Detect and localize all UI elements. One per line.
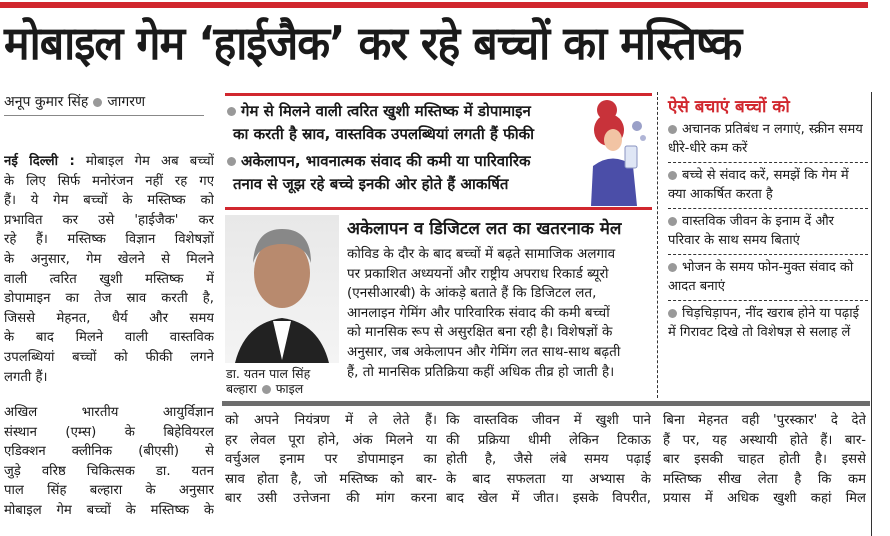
bullet-icon xyxy=(668,125,677,134)
highlight-item xyxy=(227,150,587,196)
caption-name: डा. यतन पाल सिंह xyxy=(226,366,311,381)
caption-name: बल्हारा xyxy=(226,381,257,396)
portrait-image xyxy=(225,215,339,363)
text-line: को मानसिक रूप से असुरक्षित बना रही है। विशेषज्ञों के xyxy=(347,324,613,341)
sidebar-divider xyxy=(657,92,658,398)
box-body xyxy=(347,245,647,382)
text: मोबाइल गेम अब बच्चों xyxy=(74,154,214,169)
sidebar-title: ऐसे बचाएं बच्चों को xyxy=(668,97,790,117)
tip-text: अचानक प्रतिबंध न लगाएं, स्क्रीन समय धीरे-धीरे कम करें xyxy=(668,122,863,156)
sidebar-tip xyxy=(668,117,868,163)
sidebar-tip xyxy=(668,301,868,346)
bullet-icon xyxy=(227,157,236,166)
text-line: जुड़े वरिष्ठ चिकित्सक डा. यतन xyxy=(4,463,214,479)
text-line: को अपने नियंत्रण में ले लेते हैं। xyxy=(225,413,437,428)
tip-text: भोजन के समय फोन-मुक्त संवाद को आदत बनाएं xyxy=(668,260,854,294)
text-line: डोपामाइन का तेज स्राव करती है, xyxy=(4,291,214,307)
text-line: वाली त्वरित खुशी मस्तिष्क में xyxy=(4,271,214,287)
text-line: (एनसीआरबी) के आंकड़े बताते हैं कि डिजिटल लत, xyxy=(347,285,597,302)
text-line: हैं। ये गेम बच्चों के मस्तिष्क को xyxy=(4,193,214,209)
portrait-photo xyxy=(225,215,339,363)
bullet-icon xyxy=(668,217,677,226)
dateline: नई दिल्ली : xyxy=(4,154,75,169)
text-line: बार उसी उत्तेजना की मांग करना xyxy=(225,491,437,507)
box-title: अकेलापन व डिजिटल लत का खतरनाक मेल xyxy=(347,219,622,239)
bullet-icon xyxy=(668,171,677,180)
body-column-3 xyxy=(446,411,651,509)
text-line: हर लेवल पूरा होने, अंक मिलने या xyxy=(225,432,437,448)
bullet-icon xyxy=(262,385,271,394)
source: जागरण xyxy=(107,94,146,110)
girl-with-phone-illustration xyxy=(585,96,650,206)
text-line: रहे हैं। मस्तिष्क विज्ञान विशेषज्ञों xyxy=(4,232,214,248)
caption-source: फाइल xyxy=(275,381,304,396)
highlights-box xyxy=(227,100,587,196)
author: अनूप कुमार सिंह xyxy=(4,94,89,110)
left-column xyxy=(4,152,214,387)
sidebar-tip xyxy=(668,209,868,255)
sidebar-tip xyxy=(668,163,868,209)
tip-text: बच्चे से संवाद करें, समझें कि गेम में क्या आकर्षित करता है xyxy=(668,168,849,202)
bullet-icon xyxy=(668,309,677,318)
bullet-icon xyxy=(668,263,677,272)
text-line: प्रयास में अधिक खुशी कहां मिल xyxy=(663,491,866,507)
sidebar-tip xyxy=(668,255,868,301)
text-line xyxy=(4,152,214,172)
byline xyxy=(4,92,204,116)
text-line: स्राव होता है, जो मस्तिष्क को बार- xyxy=(225,471,437,487)
left-column-continued xyxy=(4,403,214,521)
text-line: कोविड के दौर के बाद बच्चों में बढ़ते सामाजिक अलगाव xyxy=(347,246,616,262)
text-line: आनलाइन गेमिंग और पारिवारिक संवाद की कमी बच्चों xyxy=(347,304,610,321)
text-line: जिससे मेहनत, धैर्य और समय xyxy=(4,310,214,326)
text-line: बार इसकी चाहत होती है। इससे xyxy=(663,452,866,468)
bullet-icon xyxy=(227,107,236,116)
photo-caption xyxy=(226,366,310,396)
text-line: के अनुसार, गेम खेलने से मिलने xyxy=(4,251,214,267)
text-line: बिना मेहनत वही 'पुरस्कार' दे देते xyxy=(663,413,866,428)
gray-rule xyxy=(222,401,870,406)
body-column-2 xyxy=(225,411,437,509)
highlight-item xyxy=(227,100,587,146)
sidebar xyxy=(668,94,868,346)
text-line: उपलब्धियां बच्चों को फीकी लगने xyxy=(4,349,214,365)
text-line: लगती हैं। xyxy=(4,369,48,385)
tip-text: वास्तविक जीवन के इनाम दें और परिवार के साथ समय बिताएं xyxy=(668,214,835,248)
text-line: मस्तिष्क सीख लेता है कि कम xyxy=(663,471,866,487)
column-rule xyxy=(871,92,872,536)
text-line: के बाद मिलने वाली वास्तविक xyxy=(4,330,214,346)
text-line: की प्रक्रिया धीमी लेकिन टिकाऊ xyxy=(446,432,651,448)
highlight-text: तनाव से जूझ रहे बच्चे इनकी ओर होते हैं आकर्षित xyxy=(233,175,509,193)
text-line: वर्चुअल इनाम पर डोपामाइन का xyxy=(225,452,437,468)
text-line: संस्थान (एम्स) के बिहेवियरल xyxy=(4,424,214,440)
text-line: बाद खेल में जीत। इसके विपरीत, xyxy=(446,491,651,507)
text-line: मोबाइल गेम बच्चों के मस्तिष्क के xyxy=(4,502,214,518)
text-line: हैं पर, यह अस्थायी होते हैं। बार- xyxy=(663,432,866,448)
text-line: प्रभावित कर उसे 'हाईजैक' कर xyxy=(4,212,214,228)
text-line: एडिक्शन क्लीनिक (बीएसी) से xyxy=(4,444,214,460)
text-line: होती है, जैसे लंबे समय पढ़ाई xyxy=(446,452,651,468)
highlight-text: अकेलापन, भावनात्मक संवाद की कमी या पारिवारिक xyxy=(241,152,531,170)
red-rule xyxy=(225,207,652,210)
text-line: अखिल भारतीय आयुर्विज्ञान xyxy=(4,405,214,420)
highlight-text: का करती है स्राव, वास्तविक उपलब्धियां लगती हैं फीकी xyxy=(233,125,534,143)
headline: मोबाइल गेम ‘हाईजैक’ कर रहे बच्चों का मस्तिष्क xyxy=(4,16,742,70)
top-red-rule xyxy=(0,2,868,8)
bullet-icon xyxy=(93,98,102,107)
text-line: के बाद सफलता या अभ्यास के xyxy=(446,471,651,487)
text-line: अनुसार, जब अकेलापन और गेमिंग लत साथ-साथ बढ़ती xyxy=(347,343,621,360)
body-column-4 xyxy=(663,411,866,509)
highlight-text: गेम से मिलने वाली त्वरित खुशी मस्तिष्क में डोपामाइन xyxy=(241,102,531,120)
text-line: के लिए सिर्फ मनोरंजन नहीं रह गए xyxy=(4,173,214,189)
text-line: पाल सिंह बल्हारा के अनुसार xyxy=(4,483,214,499)
text-line: पर प्रकाशित अध्ययनों और राष्ट्रीय अपराध रिकार्ड ब्यूरो xyxy=(347,265,609,282)
tip-text: चिड़चिड़ापन, नींद खराब होने या पढ़ाई में गिरावट दिखे तो विशेषज्ञ से सलाह लें xyxy=(668,306,859,340)
text-line: हैं, तो मानसिक प्रतिक्रिया कहीं अधिक तीव्र हो जाती है। xyxy=(347,363,615,380)
text-line: कि वास्तविक जीवन में खुशी पाने xyxy=(446,413,651,428)
